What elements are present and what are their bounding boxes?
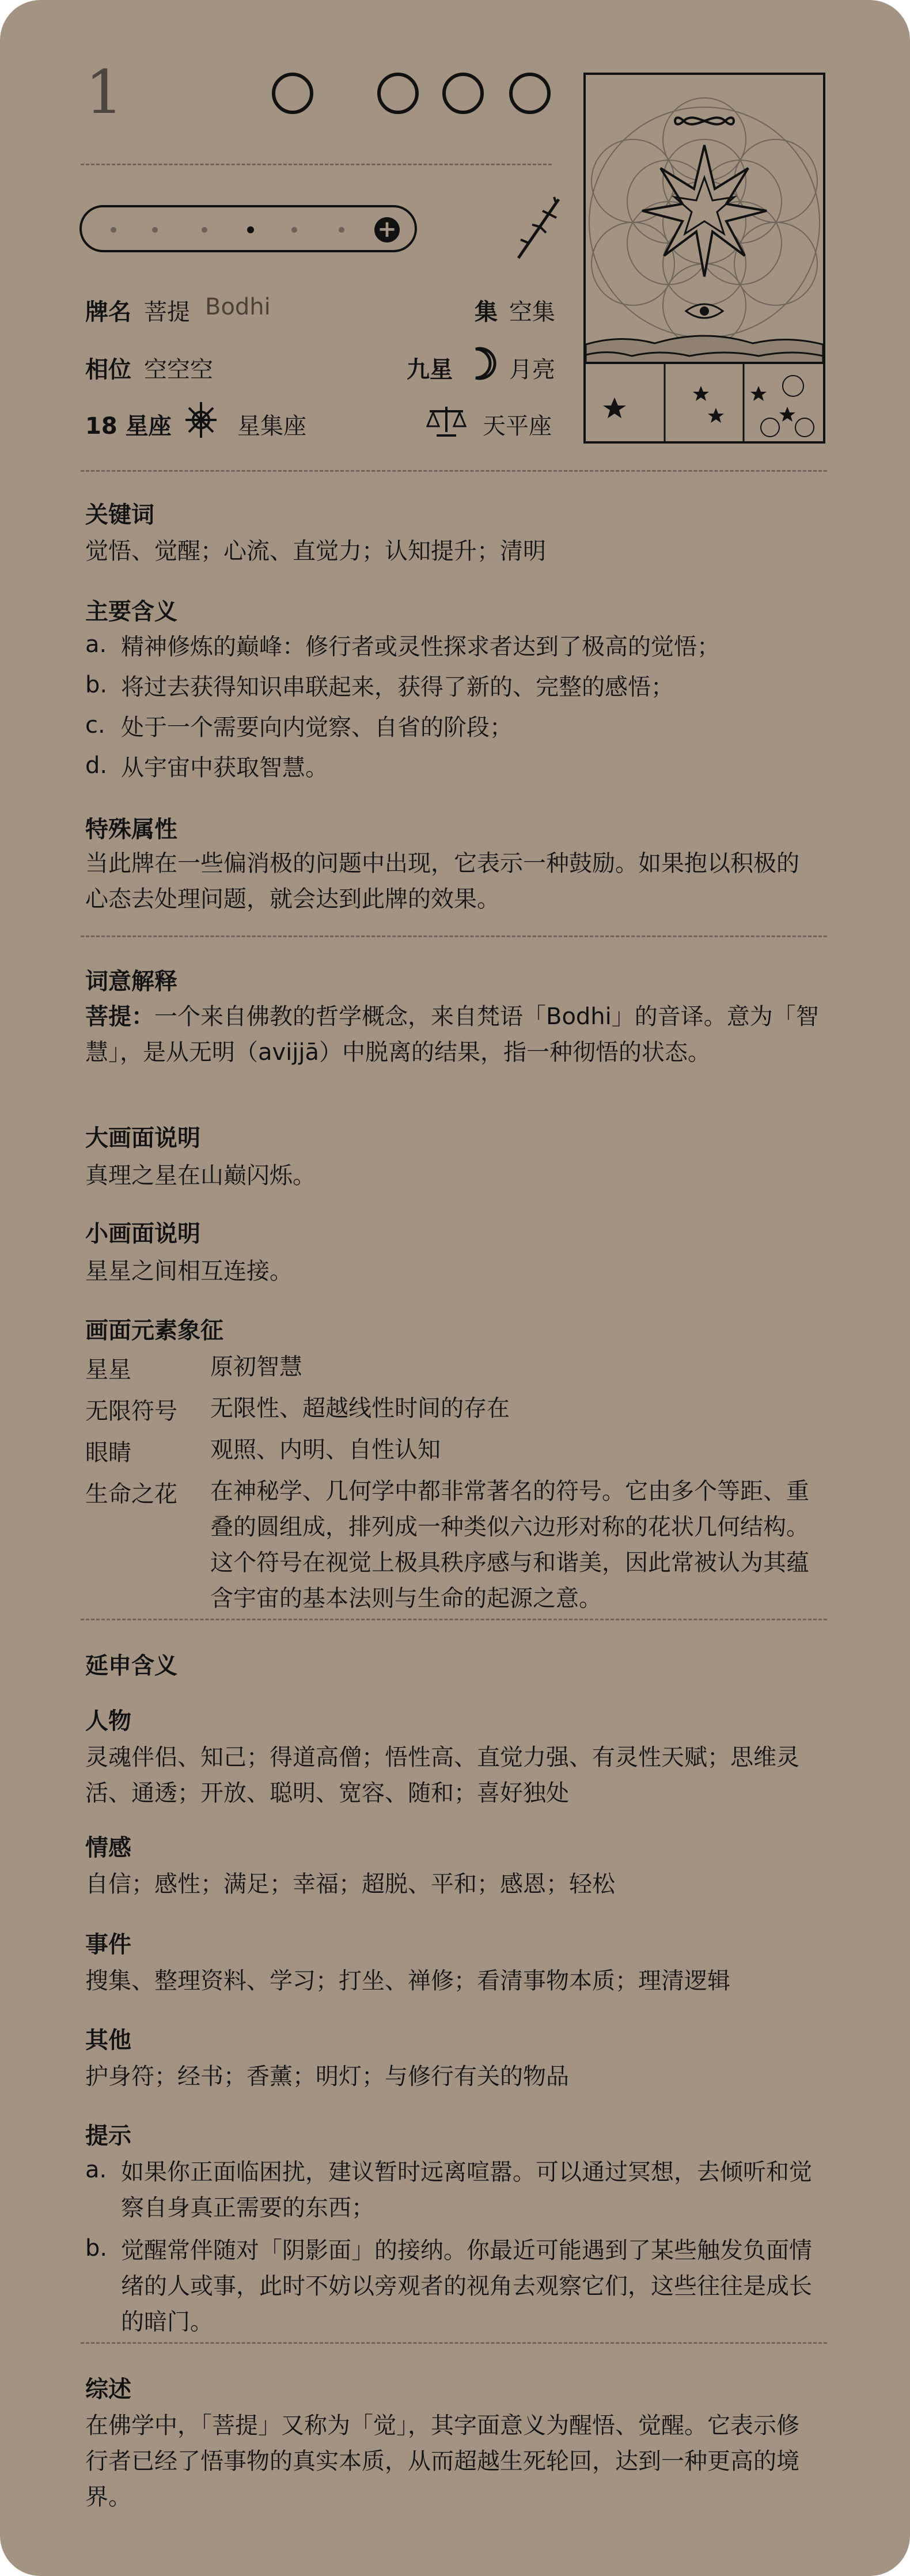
meaning-item-a: 精神修炼的巅峰：修行者或灵性探求者达到了极高的觉悟； xyxy=(121,634,720,660)
moon-icon xyxy=(465,346,501,381)
person-text: 灵魂伴侣、知己；得道高僧；悟性高、直觉力强、有灵性天赋；思维灵活、通透；开放、聪明、宽容、随和；喜好独处 xyxy=(85,1744,799,1806)
eye-icon xyxy=(686,304,723,318)
position-slider[interactable] xyxy=(79,205,417,252)
star18-label: 18 星座 xyxy=(85,413,172,440)
special-text: 当此牌在一些偏消极的问题中出现，它表示一种鼓励。如果抱以积极的心态去处理问题，就会达到此牌的效果。 xyxy=(85,850,799,912)
meaning-item-b: 将过去获得知识串联起来，获得了新的、完整的感悟； xyxy=(121,674,674,700)
set-value: 空集 xyxy=(509,299,555,325)
glossary-block xyxy=(85,999,820,1070)
meaning-label-a: a. xyxy=(85,631,107,658)
special-title: 特殊属性 xyxy=(85,816,177,843)
person-title: 人物 xyxy=(85,1708,131,1734)
wheel-icon xyxy=(183,400,219,440)
symbol-term: 眼睛 xyxy=(85,1439,131,1466)
empty-circle-icon[interactable] xyxy=(442,73,484,114)
other-title: 其他 xyxy=(85,2027,131,2054)
tip-item-b: 觉醒常伴随对「阴影面」的接纳。你最近可能遇到了某些触发负面情绪的人或事，此时不妨以旁观者的视角去观察它们，这些往往是成长的暗门。 xyxy=(121,2237,812,2335)
flower-of-life-artwork xyxy=(586,75,823,441)
card-number: 1 xyxy=(85,57,124,127)
symbol-desc: 无限性、超越线性时间的存在 xyxy=(210,1395,510,1422)
summary-text: 在佛学中，「菩提」又称为「觉」，其字面意义为醒悟、觉醒。它表示修行者已经了悟事物的真实本质，从而超越生死轮回，达到一种更高的境界。 xyxy=(85,2412,799,2510)
symbol-term: 生命之花 xyxy=(85,1481,177,1507)
divider xyxy=(81,935,827,937)
name-label: 牌名 xyxy=(85,299,131,325)
card-artwork[interactable] xyxy=(583,73,825,444)
event-title: 事件 xyxy=(85,1931,131,1958)
zodiac-value: 天平座 xyxy=(483,413,552,440)
keywords-title: 关键词 xyxy=(85,502,154,528)
infinity-icon xyxy=(675,118,734,124)
libra-icon xyxy=(425,403,468,439)
slider-dot[interactable] xyxy=(339,227,344,233)
meaning-item-d: 从宇宙中获取智慧。 xyxy=(121,755,328,781)
other-text: 护身符；经书；香薰；明灯；与修行有关的物品 xyxy=(85,2063,569,2090)
glossary-text: 一个来自佛教的哲学概念，来自梵语「Bodhi」的音译。意为「智慧」，是从无明（avijjā）中脱离的结果，指一种彻悟的状态。 xyxy=(85,1003,819,1066)
keywords-text: 觉悟、觉醒；心流、直觉力；认知提升；清明 xyxy=(85,538,546,565)
symbol-term: 无限符号 xyxy=(85,1398,177,1425)
tip-item-a: 如果你正面临困扰，建议暂时远离喧嚣。可以通过冥想，去倾听和觉察自身真正需要的东西； xyxy=(121,2159,812,2221)
name-value: 菩提 xyxy=(144,299,190,325)
branch-sparks-icon xyxy=(513,194,566,263)
emotion-title: 情感 xyxy=(85,1835,131,1861)
nine-star-label: 九星 xyxy=(407,357,453,383)
divider xyxy=(81,2342,827,2344)
emotion-text: 自信；感性；满足；幸福；超脱、平和；感恩；轻松 xyxy=(85,1871,615,1897)
divider xyxy=(81,1619,827,1620)
slider-dot[interactable] xyxy=(111,227,116,233)
empty-circle-icon[interactable] xyxy=(509,73,551,114)
big-picture-text: 真理之星在山巅闪烁。 xyxy=(85,1162,316,1189)
slider-dot-active[interactable] xyxy=(247,226,254,233)
name-latin: Bodhi xyxy=(205,294,271,320)
star-icon xyxy=(642,145,767,276)
phase-label: 相位 xyxy=(85,357,131,383)
symbol-desc: 在神秘学、几何学中都非常著名的符号。它由多个等距、重叠的圆组成，排列成一种类似六边形对称的花状几何结构。这个符号在视觉上极具秩序感与和谐美，因此常被认为其蕴含宇宙的基本法则与生命的起源之意。 xyxy=(210,1478,809,1612)
symbol-desc: 观照、内明、自性认知 xyxy=(210,1437,441,1463)
symbol-term: 星星 xyxy=(85,1357,131,1383)
star18-value: 星集座 xyxy=(237,413,306,440)
glossary-title: 词意解释 xyxy=(85,968,177,995)
symbols-title: 画面元素象征 xyxy=(85,1317,223,1344)
big-picture-title: 大画面说明 xyxy=(85,1125,200,1151)
plus-button[interactable]: + xyxy=(374,217,400,243)
meaning-item-c: 处于一个需要向内觉察、自省的阶段； xyxy=(121,714,513,741)
slider-dot[interactable] xyxy=(152,227,158,233)
small-picture-text: 星星之间相互连接。 xyxy=(85,1258,293,1285)
summary-title: 综述 xyxy=(85,2376,131,2403)
slider-dot[interactable] xyxy=(291,227,297,233)
tip-label-b: b. xyxy=(85,2235,108,2261)
meaning-label-c: c. xyxy=(85,712,105,738)
empty-circle-icon[interactable] xyxy=(272,73,313,114)
slider-dot[interactable] xyxy=(202,227,207,233)
divider xyxy=(81,164,552,165)
divider xyxy=(81,470,827,472)
event-text: 搜集、整理资料、学习；打坐、禅修；看清事物本质；理清逻辑 xyxy=(85,1968,730,1994)
phase-value: 空空空 xyxy=(144,357,213,383)
symbol-desc: 原初智慧 xyxy=(210,1354,302,1380)
nine-star-value: 月亮 xyxy=(509,357,555,383)
meaning-title: 主要含义 xyxy=(85,598,177,625)
empty-circle-icon[interactable] xyxy=(377,73,419,114)
tip-label-a: a. xyxy=(85,2157,107,2183)
glossary-term: 菩提： xyxy=(85,1003,154,1030)
tips-title: 提示 xyxy=(85,2123,131,2149)
small-picture-title: 小画面说明 xyxy=(85,1221,200,1247)
set-label: 集 xyxy=(475,299,498,325)
meaning-label-d: d. xyxy=(85,752,108,779)
meaning-label-b: b. xyxy=(85,672,108,698)
extended-title: 延申含义 xyxy=(85,1653,177,1679)
